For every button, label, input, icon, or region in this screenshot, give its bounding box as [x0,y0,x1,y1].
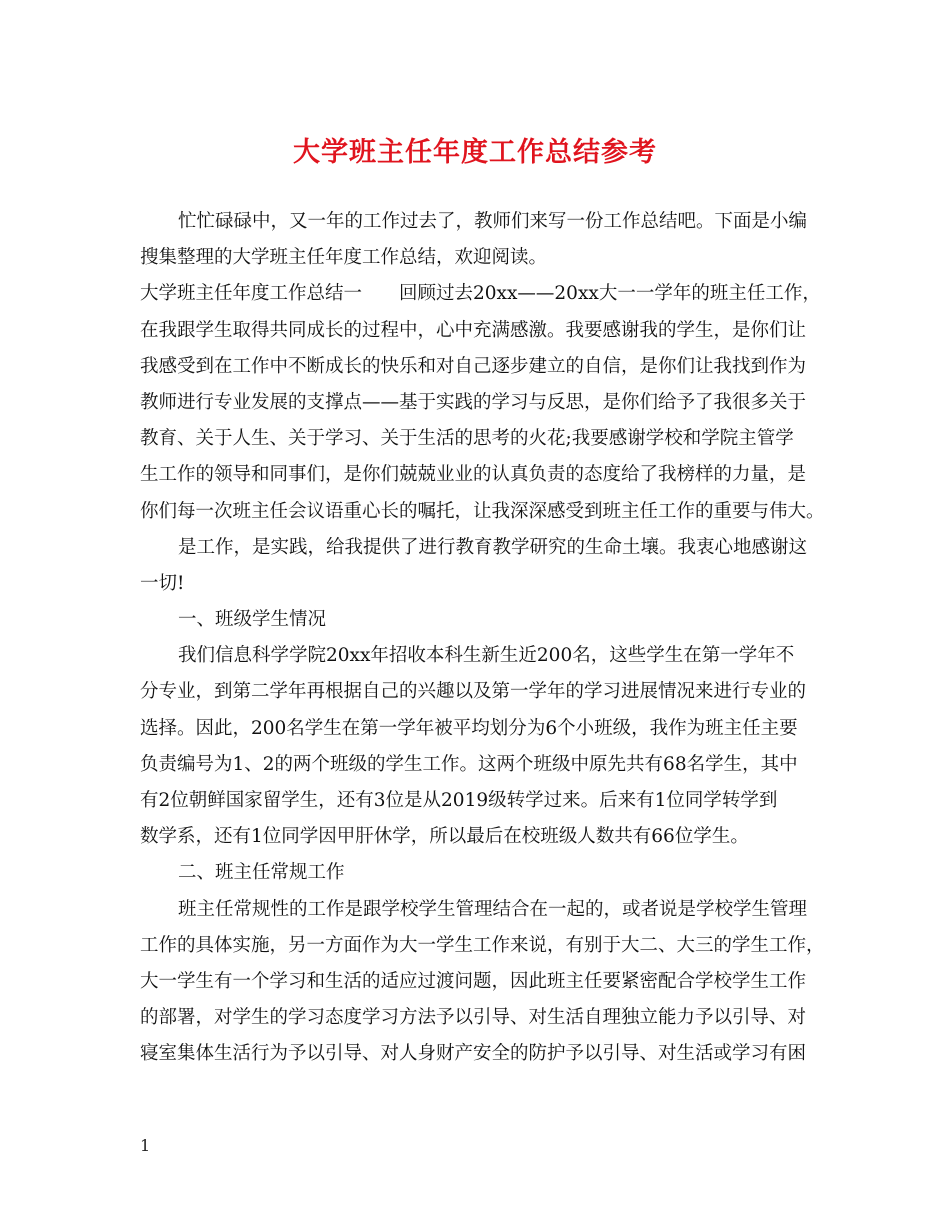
text-line: 在我跟学生取得共同成长的过程中，心中充满感激。我要感谢我的学生，是你们让 [140,319,807,341]
text-line: 教育、关于人生、关于学习、关于生活的思考的火花;我要感谢学校和学院主管学 [140,428,794,450]
page-number: 1 [140,1136,151,1155]
text-line: 选择。因此，200名学生在第一学年被平均划分为6个小班级，我作为班主任主要 [140,717,798,739]
text-line: 教师进行专业发展的支撑点——基于实践的学习与反思，是你们给予了我很多关于 [140,391,807,413]
text-line: 我们信息科学学院20xx年招收本科生新生近200名，这些学生在第一学年不 [178,645,795,667]
text-line: 班主任常规性的工作是跟学校学生管理结合在一起的，或者说是学校学生管理 [178,898,808,920]
text-line: 工作的具体实施，另一方面作为大一学生工作来说，有别于大二、大三的学生工作， [140,934,825,956]
text-line: 大学班主任年度工作总结一 回顾过去20xx——20xx大一一学年的班主任工作， [140,283,821,305]
text-line: 的部署，对学生的学习态度学习方法予以引导、对生活自理独立能力予以引导、对 [140,1007,807,1029]
text-line: 生工作的领导和同事们，是你们兢兢业业的认真负责的态度给了我榜样的力量，是 [140,464,807,486]
text-line: 分专业，到第二学年再根据自己的兴趣以及第一学年的学习进展情况来进行专业的 [140,681,807,703]
text-line: 寝室集体生活行为予以引导、对人身财产安全的防护予以引导、对生活或学习有困 [140,1043,807,1065]
text-line: 我感受到在工作中不断成长的快乐和对自己逐步建立的自信，是你们让我找到作为 [140,355,807,377]
text-line: 一、班级学生情况 [178,609,327,631]
text-line: 数学系，还有1位同学因甲肝休学，所以最后在校班级人数共有66位学生。 [140,826,749,848]
text-line: 大一学生有一个学习和生活的适应过渡问题，因此班主任要紧密配合学校学生工作 [140,970,807,992]
text-line: 二、班主任常规工作 [178,862,345,884]
document-title: 大学班主任年度工作总结参考 [293,137,657,168]
text-line: 一切! [140,572,185,594]
text-line: 你们每一次班主任会议语重心长的嘱托，让我深深感受到班主任工作的重要与伟大。 [140,500,825,522]
text-line: 负责编号为1、2的两个班级的学生工作。这两个班级中原先共有68名学生，其中 [140,753,798,775]
text-line: 是工作，是实践，给我提供了进行教育教学研究的生命土壤。我衷心地感谢这 [178,536,808,558]
text-line: 有2位朝鲜国家留学生，还有3位是从2019级转学过来。后来有1位同学转学到 [140,790,778,811]
text-line: 忙忙碌碌中，又一年的工作过去了，教师们来写一份工作总结吧。下面是小编 [178,211,808,232]
text-line: 搜集整理的大学班主任年度工作总结，欢迎阅读。 [140,247,548,269]
document-body [140,204,830,1073]
